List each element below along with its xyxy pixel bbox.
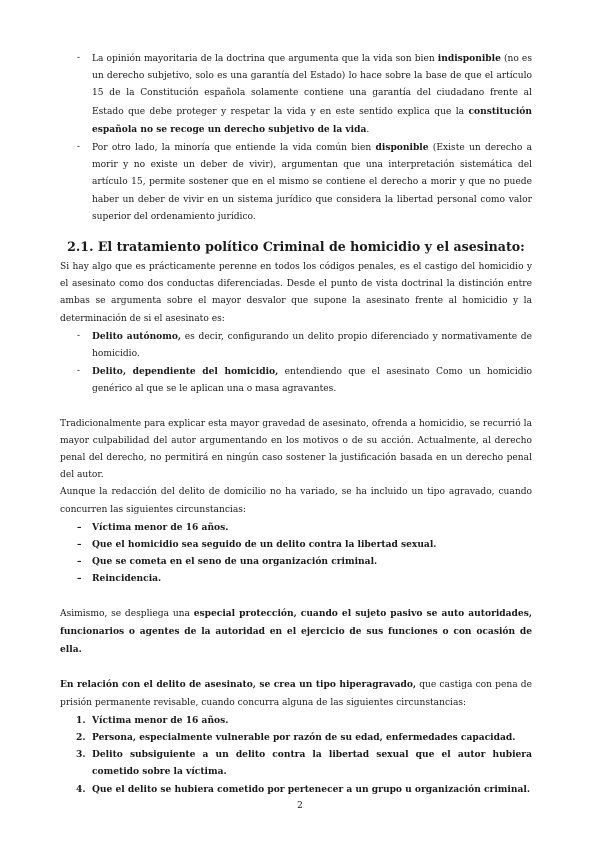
document-page — [60, 50, 532, 798]
list-item — [60, 729, 532, 746]
spacer — [60, 399, 532, 416]
list-marker: – — [77, 539, 82, 551]
paragraph-asimismo — [60, 605, 532, 660]
paragraph-text: que castiga con pena de prisión permanente revisable, cuando concurra alguna de las siguientes circunstancias: — [60, 680, 532, 708]
list-text: Que el homicidio sea seguido de un delito contra la libertad sexual. — [92, 539, 437, 551]
intro-paragraph: Si hay algo que es prácticamente perenne en todos los códigos penales, es el castigo del homicidio y el asesinato como dos conductas diferenciadas. Desde el punto de vista doctrinal la distinción entre ambas se argumenta sobre el mayor desvalor que supone la asesinato frente al homicidio y la determinación de si el asesinato es: — [60, 262, 532, 324]
list-text: Víctima menor de 16 años. — [92, 714, 229, 726]
list-item — [60, 536, 532, 553]
spacer — [60, 588, 532, 605]
list-text: Delito subsiguiente a un delito contra la libertad sexual que el autor hubiera cometido sobre la víctima. — [92, 749, 532, 778]
list-text: . — [366, 124, 370, 135]
delito-list — [60, 328, 532, 399]
list-text: entendiendo que el asesinato Como un homicidio genérico al que se le aplican una o masa agravantes. — [92, 367, 533, 395]
page-number: 2 — [297, 801, 303, 811]
list-bold-text: constitución española no se recoge un derecho subjetivo de la vida — [92, 105, 532, 135]
section-title: 2.1. El tratamiento político Criminal de homicidio y el asesinato: — [67, 239, 525, 255]
list-number: 4. — [76, 783, 86, 795]
list-number: 2. — [76, 731, 86, 743]
paragraph-bold-text: En relación con el delito de asesinato, se crea un tipo hiperagravado, — [60, 679, 417, 691]
list-marker: - — [77, 330, 81, 341]
list-text: Que se cometa en el seno de una organización criminal. — [92, 556, 378, 568]
list-item — [60, 363, 532, 398]
list-item — [60, 328, 532, 363]
list-number: 3. — [76, 749, 86, 761]
list-marker: – — [77, 556, 82, 568]
list-bold-text: indisponible — [437, 53, 501, 64]
list-marker: - — [77, 53, 81, 63]
list-bold-text: disponible — [375, 142, 429, 154]
list-text: Persona, especialmente vulnerable por razón de su edad, enfermedades capacidad. — [92, 731, 516, 743]
list-text: Reincidencia. — [92, 573, 162, 585]
list-marker: - — [77, 142, 81, 153]
list-number: 1. — [76, 714, 86, 726]
list-text: (Existe un derecho a morir y no existe un deber de vivir), argumentan que una interpretación sistemática del artículo 15, permite sostener que en el mismo se contiene el derecho a morir y que no puede haber un deber de vivir en un sistema jurídico que considera la libertad personal como valor superior del ordenamiento jurídico. — [92, 143, 532, 222]
list-item — [60, 712, 532, 729]
list-text: (no es un derecho subjetivo, solo es una garantía del Estado) lo hace sobre la base de que el artículo 15 de la Constitución española solamente contiene una garantía del ciudadano frente al Estado que debe proteger y respetar la vida y en este sentido explica que la — [92, 54, 532, 117]
list-item — [60, 519, 532, 536]
list-text: Víctima menor de 16 años. — [92, 521, 229, 533]
list-item — [60, 139, 532, 226]
list-text: es decir, configurando un delito propio diferenciado y normativamente de homicidio. — [92, 331, 532, 360]
list-marker: – — [77, 573, 82, 585]
agravantes-list — [60, 519, 532, 588]
spacer — [60, 659, 532, 676]
paragraph-asesinato — [60, 676, 532, 711]
list-item — [60, 553, 532, 570]
list-text: La opinión mayoritaria de la doctrina que argumenta que la vida son bien — [92, 54, 438, 64]
list-item — [60, 781, 532, 798]
paragraph-text: Asimismo, se despliega una — [60, 608, 194, 619]
list-text: Que el delito se hubiera cometido por pertenecer a un grupo u organización criminal. — [92, 783, 530, 795]
list-item — [60, 746, 532, 780]
list-bold-text: Delito autónomo, — [92, 330, 182, 342]
paragraph-aunque: Aunque la redacción del delito de domicilio no ha variado, se ha incluido un tipo agravado, cuando concurren las siguientes circunstancias: — [60, 487, 532, 515]
paragraph-bold-text: especial protección, cuando el sujeto pasivo se auto autoridades, funcionarios o agentes de la autoridad en el ejercicio de sus funciones o con ocasión de ella. — [60, 607, 532, 656]
list-marker: - — [77, 366, 81, 377]
doctrine-list — [60, 50, 532, 226]
list-item — [60, 570, 532, 587]
list-text: Por otro lado, la minoría que entiende la vida común bien — [92, 143, 376, 154]
paragraph-tradicional: Tradicionalmente para explicar esta mayor gravedad de asesinato, ofrenda a homicidio, se recurrió la mayor culpabilidad del autor argumentando en los motivos o de su acción. Actualmente, al derecho penal del derecho, no permitirá en ningún caso sostener la justificación basada en un derecho penal del autor. — [60, 418, 532, 481]
list-marker: – — [77, 521, 82, 533]
numbered-list — [60, 712, 532, 798]
list-bold-text: Delito, dependiente del homicidio, — [92, 366, 279, 378]
list-item — [60, 50, 532, 139]
